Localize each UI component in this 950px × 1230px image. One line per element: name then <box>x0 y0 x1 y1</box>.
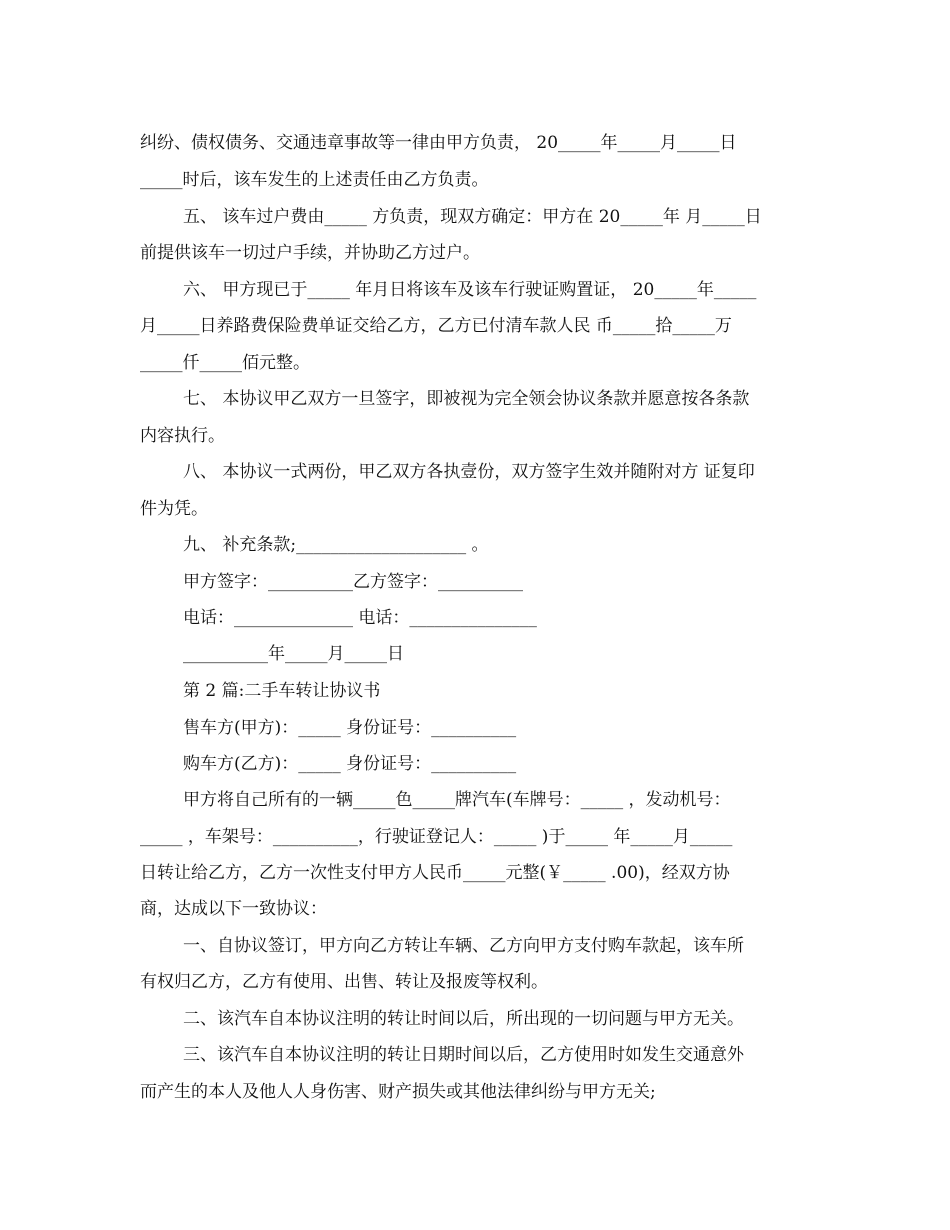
signature-line: 甲方签字：__________乙方签字：__________ <box>183 572 523 592</box>
text-line: 日转让给乙方，乙方一次性支付甲方人民币_____元整(￥_____ .00)，经双方协 <box>140 863 730 883</box>
text-line: 前提供该车一切过户手续，并协助乙方过户。 <box>140 243 480 263</box>
date-line: __________年_____月_____日 <box>183 644 404 664</box>
section-title: 第 2 篇:二手车转让协议书 <box>183 681 381 701</box>
text-line: 月_____日养路费保险费单证交给乙方，乙方已付清车款人民 币_____拾_____万 <box>140 316 732 336</box>
phone-line: 电话：______________ 电话：_______________ <box>183 608 537 628</box>
text-line: _____时后，该车发生的上述责任由乙方负责。 <box>140 170 489 190</box>
clause-6: 六、 甲方现已于_____ 年月日将该车及该车行驶证购置证， 20_____年_____ <box>183 280 757 300</box>
text-line: 件为凭。 <box>140 499 208 519</box>
seller-line: 售车方(甲方)：_____ 身份证号：__________ <box>183 718 517 738</box>
text-line: 纠纷、债权债务、交通违章事故等一律由甲方负责， 20_____年_____月_____日 <box>140 133 737 153</box>
article-3: 三、该汽车自本协议注明的转让日期时间以后，乙方使用时如发生交通意外 <box>183 1045 744 1065</box>
article-2: 二、该汽车自本协议注明的转让时间以后，所出现的一切问题与甲方无关。 <box>183 1009 744 1029</box>
clause-8: 八、 本协议一式两份，甲乙双方各执壹份，双方签字生效并随附对方 证复印 <box>183 462 755 482</box>
text-line: _____仟_____佰元整。 <box>140 353 310 373</box>
clause-7: 七、 本协议甲乙双方一旦签字，即被视为完全领会协议条款并愿意按各条款 <box>183 389 750 409</box>
clause-5: 五、 该车过户费由_____ 方负责，现双方确定：甲方在 20_____年 月_____日 <box>183 207 762 227</box>
article-1: 一、自协议签订，甲方向乙方转让车辆、乙方向甲方支付购车款起，该车所 <box>183 936 744 956</box>
text-line: 商，达成以下一致协议： <box>140 899 327 919</box>
text-line: 内容执行。 <box>140 426 225 446</box>
clause-9: 九、 补充条款;____________________ 。 <box>183 535 489 555</box>
buyer-line: 购车方(乙方)：_____ 身份证号：__________ <box>183 754 517 774</box>
text-line: 有权归乙方，乙方有使用、出售、转让及报废等权利。 <box>140 972 548 992</box>
intro-paragraph: 甲方将自己所有的一辆_____色_____牌汽车(车牌号：_____ ，发动机号： <box>183 790 731 810</box>
text-line: _____ ，车架号：__________，行驶证登记人：_____ )于_____ 年_____月_____ <box>140 827 733 847</box>
text-line: 而产生的本人及他人人身伤害、财产损失或其他法律纠纷与甲方无关; <box>140 1082 656 1102</box>
